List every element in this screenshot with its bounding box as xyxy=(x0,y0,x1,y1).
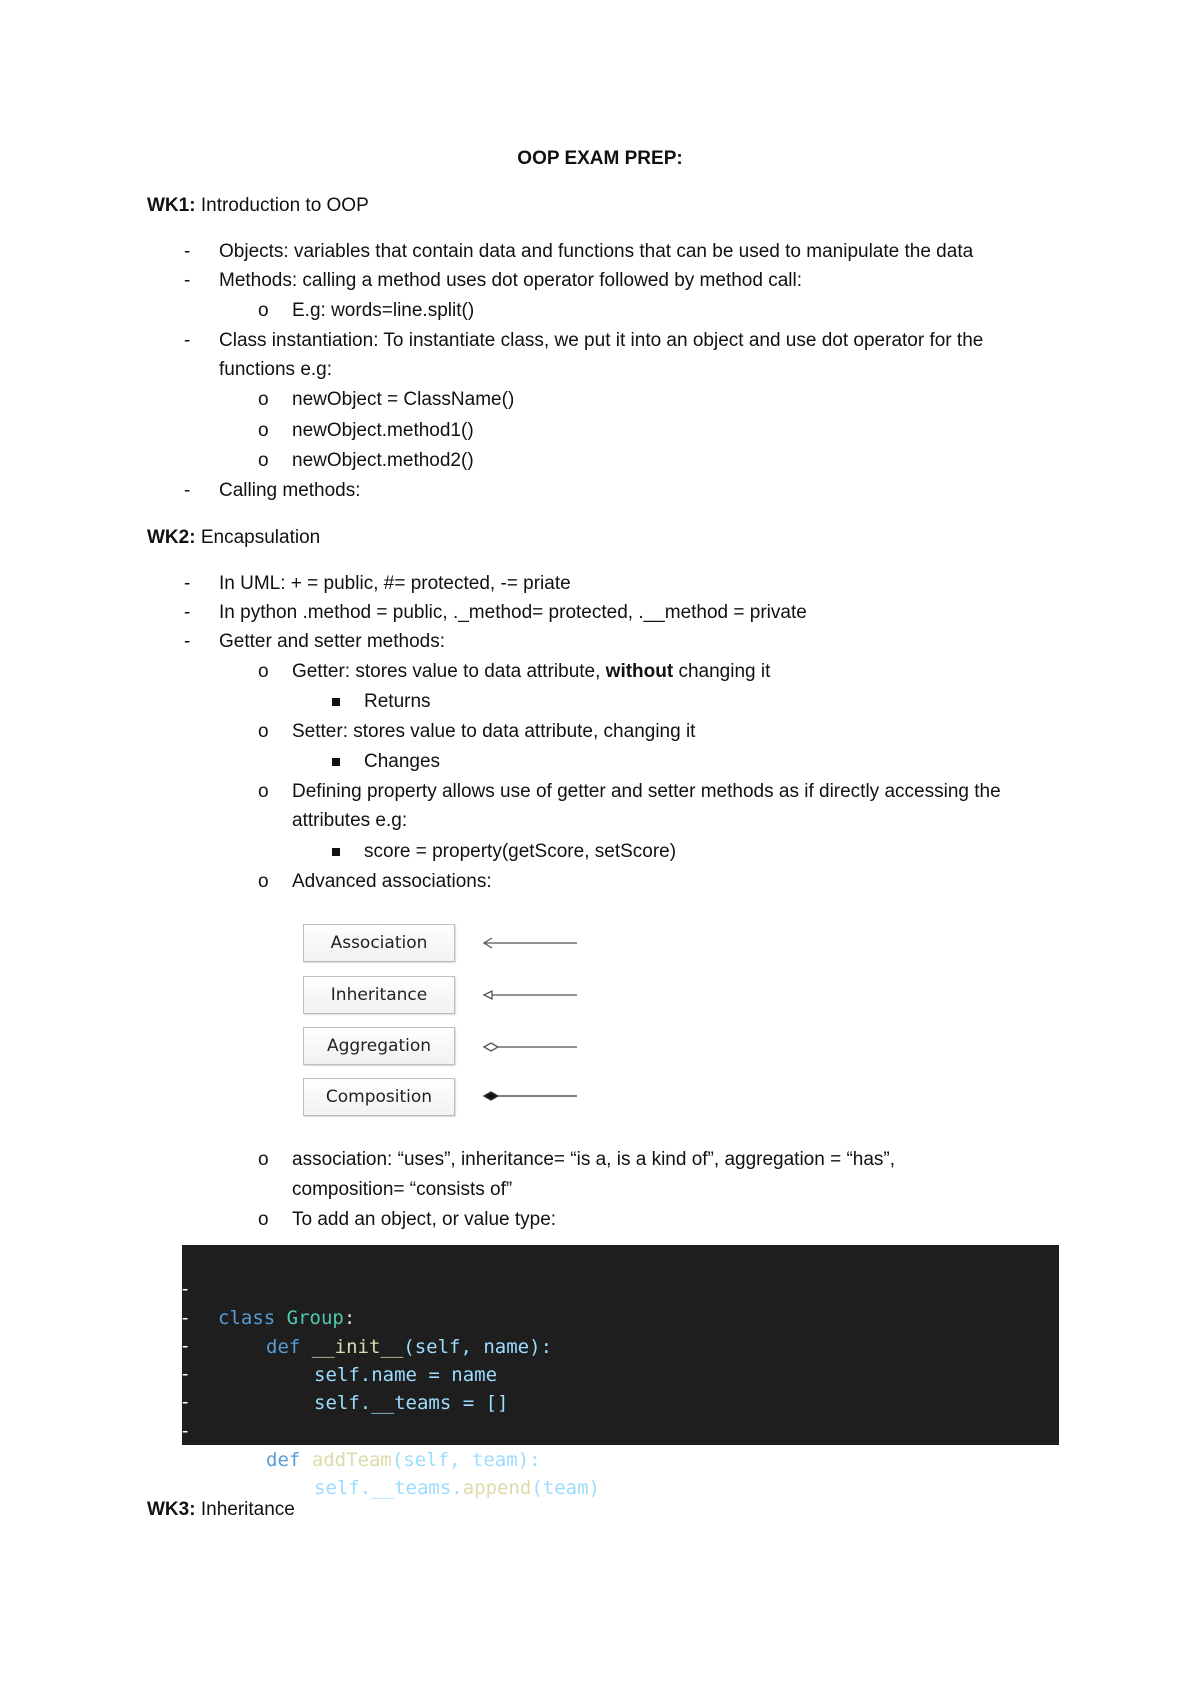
uml-aggregation-box: Aggregation xyxy=(303,1027,455,1065)
dash-bullet: - xyxy=(184,602,191,623)
wk3-title: Inheritance xyxy=(200,1499,295,1520)
dash-bullet: - xyxy=(184,241,191,262)
code-args: (team) xyxy=(531,1477,600,1499)
wk1-label: WK1: xyxy=(147,195,196,216)
getter-text-a: Getter: stores value to data attribute, xyxy=(292,661,606,682)
wk1-item-class-instantiation-cont: functions e.g: xyxy=(219,359,333,380)
inheritance-arrow-icon xyxy=(484,991,577,999)
wk1-item-method1: newObject.method1() xyxy=(292,420,474,441)
wk2-item-score: score = property(getScore, setScore) xyxy=(364,841,677,862)
circle-bullet: o xyxy=(258,420,269,441)
wk2-item-association-meanings: association: “uses”, inheritance= “is a, is a kind of”, aggregation = “has”, xyxy=(292,1149,896,1170)
code-function: addTeam xyxy=(311,1449,392,1471)
wk1-item-example: E.g: words=line.split() xyxy=(292,300,475,321)
dash-bullet: - xyxy=(184,330,191,351)
code-keyword: def xyxy=(266,1336,301,1358)
code-dash: - xyxy=(182,1336,189,1357)
wk1-item-calling: Calling methods: xyxy=(219,480,361,501)
code-dash: - xyxy=(182,1279,189,1300)
code-dash: - xyxy=(182,1308,189,1329)
circle-bullet: o xyxy=(258,721,269,742)
association-arrow-icon xyxy=(484,938,577,948)
aggregation-diamond-icon xyxy=(484,1043,577,1051)
wk2-item-add-object: To add an object, or value type: xyxy=(292,1209,557,1230)
wk3-heading xyxy=(147,1498,295,1522)
code-function: __init__ xyxy=(311,1336,404,1358)
code-function: append xyxy=(462,1477,532,1499)
code-class-name: Group xyxy=(286,1307,344,1329)
getter-text-bold: without xyxy=(605,661,674,682)
wk2-item-advanced: Advanced associations: xyxy=(292,871,492,892)
circle-bullet: o xyxy=(258,781,269,802)
circle-bullet: o xyxy=(258,300,269,321)
wk2-item-property: Defining property allows use of getter and setter methods as if directly accessing the xyxy=(292,781,1001,802)
wk1-item-class-instantiation: Class instantiation: To instantiate class, we put it into an object and use dot operator for the xyxy=(219,330,984,351)
wk2-label: WK2: xyxy=(147,527,196,548)
composition-diamond-icon xyxy=(484,1092,577,1100)
dash-bullet: - xyxy=(184,270,191,291)
wk2-title: Encapsulation xyxy=(200,527,321,548)
circle-bullet: o xyxy=(258,450,269,471)
code-args: (self, team): xyxy=(391,1449,541,1471)
wk1-item-methods: Methods: calling a method uses dot operator followed by method call: xyxy=(219,270,802,291)
circle-bullet: o xyxy=(258,1209,269,1230)
wk1-item-new-object: newObject = ClassName() xyxy=(292,389,515,410)
circle-bullet: o xyxy=(258,1149,269,1170)
code-block xyxy=(182,1245,1059,1499)
code-dash: - xyxy=(182,1392,189,1413)
wk1-item-objects: Objects: variables that contain data and functions that can be used to manipulate the data xyxy=(219,241,974,262)
code-args: (self, name): xyxy=(403,1336,553,1358)
page-title: OOP EXAM PREP: xyxy=(517,148,683,169)
code-text: self.name = name xyxy=(314,1364,498,1386)
circle-bullet: o xyxy=(258,871,269,892)
wk2-item-getter-setter: Getter and setter methods: xyxy=(219,631,446,652)
wk2-item-changes: Changes xyxy=(364,751,441,772)
circle-bullet: o xyxy=(258,389,269,410)
code-line xyxy=(182,1390,1059,1471)
wk1-title: Introduction to OOP xyxy=(200,195,369,216)
wk1-item-method2: newObject.method2() xyxy=(292,450,474,471)
wk2-item-returns: Returns xyxy=(364,691,431,712)
uml-composition-box: Composition xyxy=(303,1078,455,1116)
uml-association-box: Association xyxy=(303,924,455,962)
dash-bullet: - xyxy=(184,480,191,501)
code-punct: : xyxy=(343,1307,356,1329)
code-text: self.__teams = [] xyxy=(314,1392,509,1414)
code-text: self.__teams. xyxy=(314,1477,463,1499)
code-dash: - xyxy=(182,1364,189,1385)
code-dash: - xyxy=(182,1421,189,1442)
code-keyword: def xyxy=(266,1449,301,1471)
uml-inheritance-box: Inheritance xyxy=(303,976,455,1014)
code-dash: - xyxy=(182,1449,189,1470)
code-keyword: class xyxy=(218,1307,276,1329)
circle-bullet: o xyxy=(258,661,269,682)
wk2-item-association-meanings-cont: composition= “consists of” xyxy=(292,1179,513,1200)
wk2-item-property-cont: attributes e.g: xyxy=(292,810,408,831)
wk3-label: WK3: xyxy=(147,1499,196,1520)
dash-bullet: - xyxy=(184,573,191,594)
dash-bullet: - xyxy=(184,631,191,652)
wk2-item-python: In python .method = public, ._method= protected, .__method = private xyxy=(219,602,807,623)
getter-text-b: changing it xyxy=(673,661,771,682)
code-line xyxy=(182,1248,1059,1329)
wk2-item-setter: Setter: stores value to data attribute, changing it xyxy=(292,721,696,742)
wk2-item-uml: In UML: + = public, #= protected, -= priate xyxy=(219,573,571,594)
